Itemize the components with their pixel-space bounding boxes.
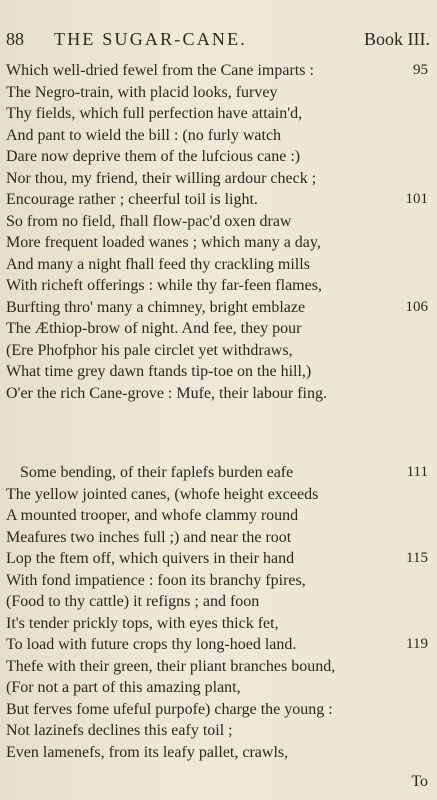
verse-line (0, 232, 437, 254)
verse-text: But ferves fome ufeful purpofe) charge the young : (6, 700, 333, 718)
line-number: 119 (406, 636, 428, 652)
verse-text: (Food to thy cattle) it refigns ; and foon (6, 593, 260, 610)
page-number: 88 (6, 29, 24, 49)
verse-line (0, 103, 437, 125)
verse-text: Even lamenefs, from its leafy pallet, crawls, (6, 743, 289, 761)
verse-line (0, 168, 437, 190)
verse-line (0, 211, 437, 233)
verse-text: With richeft offerings : while thy far-feen flames, (6, 277, 322, 294)
verse-text: Nor thou, my friend, their willing ardour check ; (6, 169, 317, 187)
verse-line (0, 254, 437, 276)
verse-text: Not lazinefs declines this eafy toil ; (6, 722, 233, 739)
line-number: 95 (413, 62, 428, 78)
stanza-1 (0, 60, 437, 404)
verse-text: Which well-dried fewel from the Cane imparts : (6, 62, 314, 79)
verse-line (0, 361, 437, 383)
running-header (6, 28, 430, 50)
verse-line (0, 613, 437, 635)
verse-line (0, 591, 437, 613)
verse-text: To load with future crops thy long-hoed land. (6, 636, 297, 653)
verse-line (0, 189, 437, 211)
verse-text: It's tender prickly tops, with eyes thick fet, (6, 614, 279, 632)
verse-text: A mounted trooper, and whofe clammy round (6, 507, 299, 524)
verse-text: Dare now deprive them of the lufcious cane :) (6, 148, 301, 165)
verse-line (0, 297, 437, 319)
verse-line (0, 570, 437, 592)
verse-line (0, 340, 437, 362)
verse-line (0, 527, 437, 549)
verse-line (0, 60, 437, 82)
verse-text: Burfting thro' many a chimney, bright emblaze (6, 298, 306, 316)
stanza-2 (0, 462, 437, 763)
verse-line (0, 505, 437, 527)
verse-line (0, 318, 437, 340)
verse-text: So from no field, fhall flow-pac'd oxen draw (6, 212, 292, 230)
line-number: 111 (406, 464, 428, 480)
verse-text: Meafures two inches full ;) and near the root (6, 528, 292, 546)
line-number: 115 (406, 550, 428, 566)
verse-line (0, 146, 437, 168)
verse-text: Thy fields, which full perfection have attain'd, (6, 105, 303, 122)
verse-text: (For not a part of this amazing plant, (6, 679, 241, 696)
verse-line (0, 677, 437, 699)
book-label: Book III. (364, 29, 430, 49)
verse-text: Thefe with their green, their pliant branches bound, (6, 657, 336, 675)
verse-line (0, 125, 437, 147)
verse-text: The Æthiop-brow of night. And fee, they pour (6, 320, 302, 337)
verse-line (0, 462, 437, 484)
catchword: To (411, 773, 428, 790)
verse-line (0, 634, 437, 656)
verse-text: Encourage rather ; cheerful toil is light. (6, 191, 258, 208)
verse-text: And pant to wield the bill : (no furly watch (6, 126, 282, 144)
verse-line (0, 720, 437, 742)
verse-text: The yellow jointed canes, (whofe height exceeds (6, 485, 319, 503)
verse-line (0, 699, 437, 721)
verse-text: (Ere Phofphor his pale circlet yet withdraws, (6, 341, 293, 359)
verse-text: O'er the rich Cane-grove : Mufe, their labour fing. (6, 384, 327, 402)
verse-line (0, 275, 437, 297)
verse-text: Lop the ftem off, which quivers in their hand (6, 550, 295, 567)
verse-text: What time grey dawn ftands tip-toe on the hill,) (6, 363, 312, 380)
verse-text: And many a night fhall feed thy crackling mills (6, 255, 310, 273)
verse-line (0, 82, 437, 104)
verse-line (0, 548, 437, 570)
verse-line (0, 484, 437, 506)
verse-text: More frequent loaded wanes ; which many a day, (6, 234, 321, 251)
verse-line (0, 383, 437, 405)
verse-text: With fond impatience : foon its branchy fpires, (6, 571, 306, 589)
verse-line (0, 742, 437, 764)
verse-line (0, 656, 437, 678)
verse-text: The Negro-train, with placid looks, furvey (6, 83, 278, 101)
line-number: 101 (405, 191, 428, 207)
line-number: 106 (405, 298, 428, 315)
running-title: THE SUGAR-CANE. (54, 29, 247, 49)
verse-text: Some bending, of their faplefs burden eafe (20, 464, 294, 481)
